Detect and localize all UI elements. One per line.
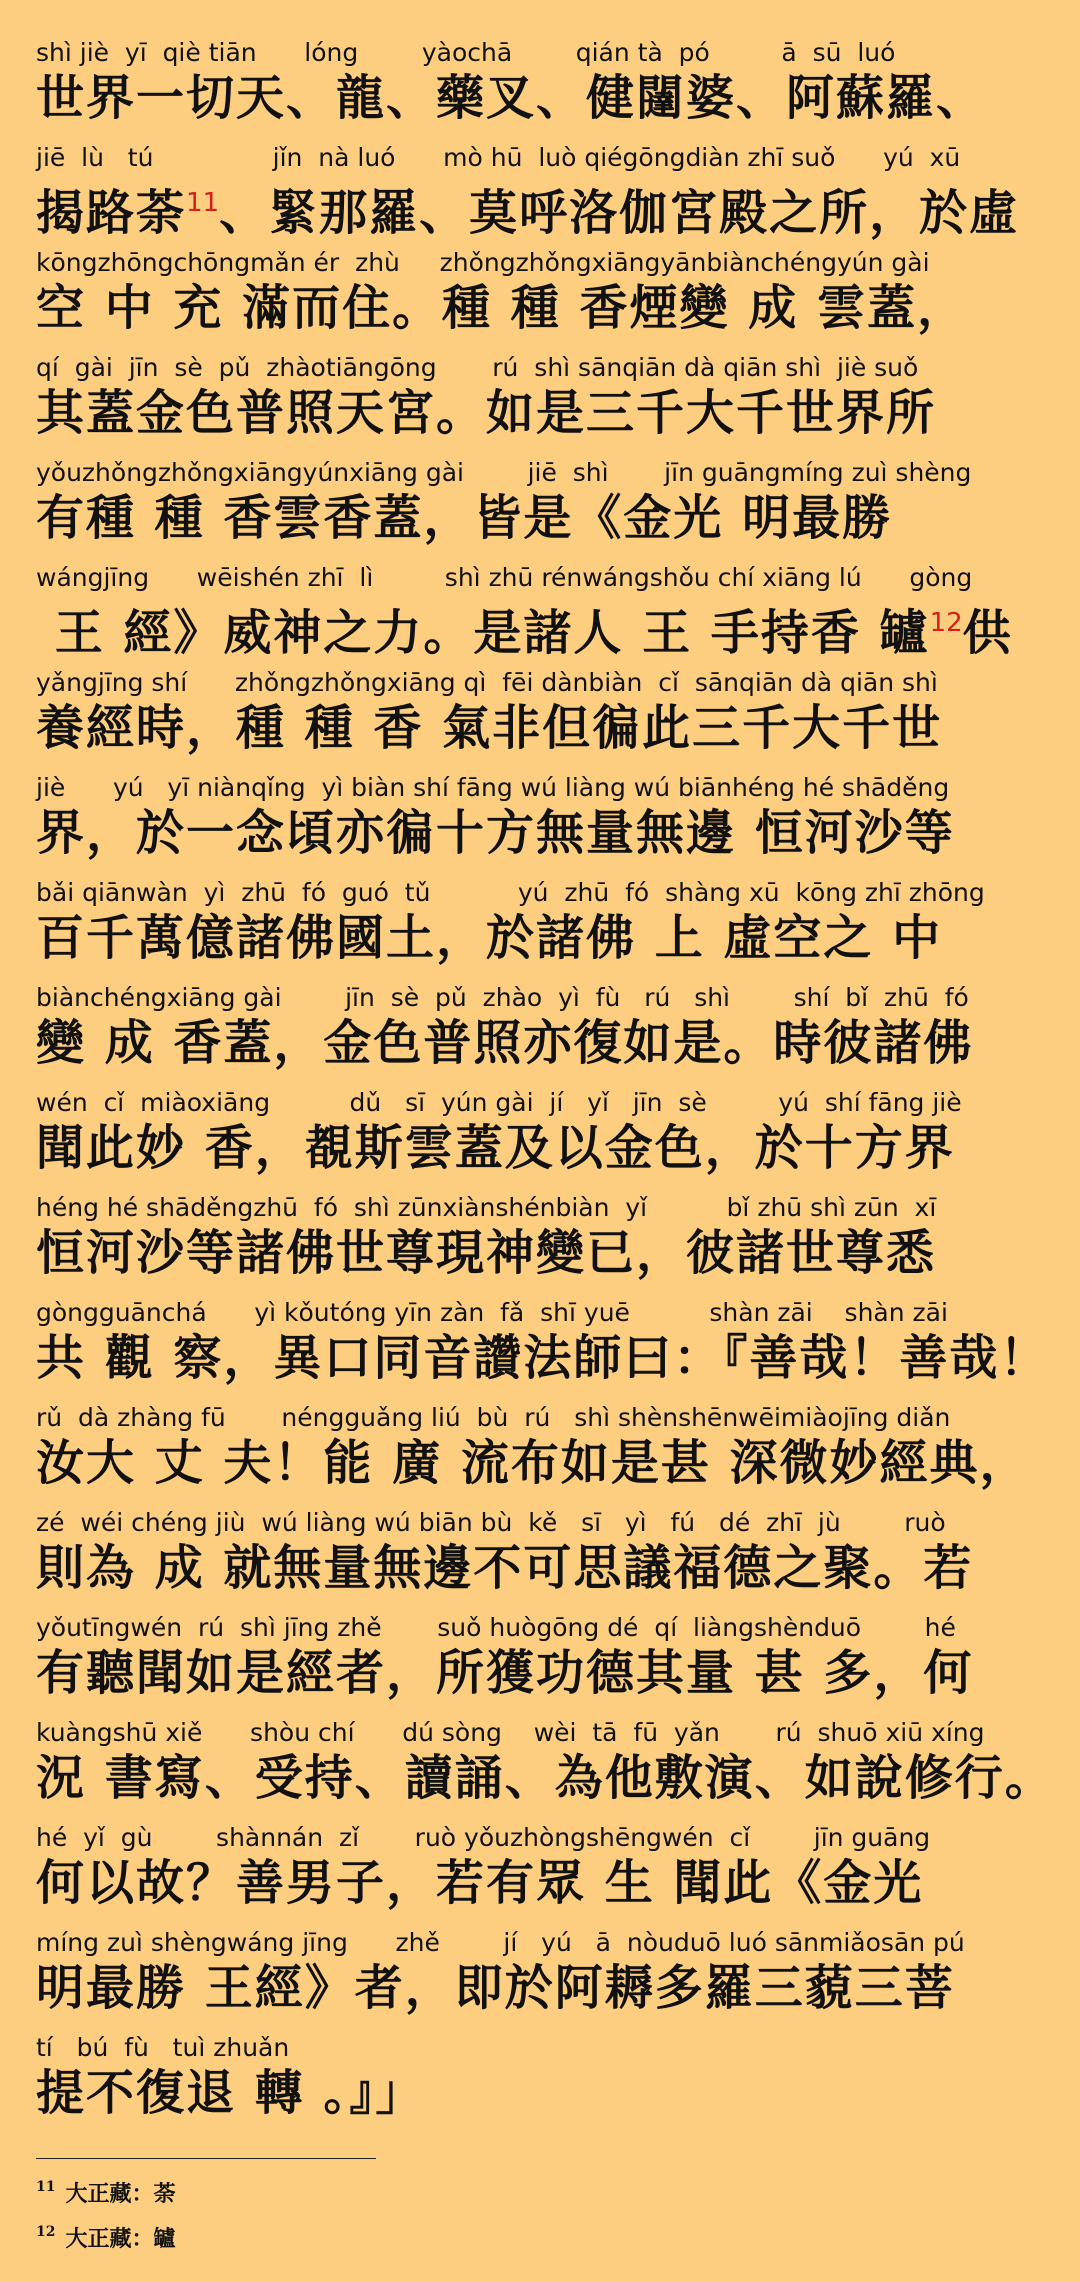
hanzi-line: 養經時，種 種 香 氣非但徧此三千大千世 (36, 700, 943, 756)
pinyin-line: qí gài jīn sè pǔ zhàotiāngōng rú shì sānqiān dà qiān shì jiè suǒ (36, 353, 919, 382)
text-line (36, 1718, 1055, 1823)
pinyin-line: yǎngjīng shí zhǒngzhǒngxiāng qì fēi dànbiàn cǐ sānqiān dà qiān shì (36, 668, 938, 697)
text-line (36, 2033, 1046, 2138)
text-line (36, 1403, 1046, 1508)
text-line (36, 1298, 1050, 1403)
footnotes (36, 2168, 176, 2258)
hanzi-line: 何以故？善男子，若有眾 生 聞此《金光 (36, 1855, 924, 1911)
hanzi-line: 有種 種 香雲香蓋，皆是《金光 明最勝 (36, 490, 893, 546)
pinyin-line: rǔ dà zhàng fū néngguǎng liú bù rú shì shènshēnwēimiàojīng diǎn (36, 1403, 951, 1432)
hanzi-line (36, 173, 1046, 241)
text-line (36, 1613, 1046, 1718)
text-line (36, 143, 1046, 248)
hanzi-line: 共 觀 察，異口同音讚法師曰：『善哉！善哉！ (36, 1330, 1050, 1386)
pinyin-line: wángjīng wēishén zhī lì shì zhū rénwángshǒu chí xiāng lú gòng (36, 563, 973, 592)
hanzi-segment: 王 經》威神之力。是諸人 王 手持香 罏 (36, 605, 930, 661)
footnote (36, 2213, 176, 2258)
pinyin-line: héng hé shāděngzhū fó shì zūnxiànshénbiàn yǐ bǐ zhū shì zūn xī (36, 1193, 937, 1222)
pinyin-line: kōngzhōngchōngmǎn ér zhù zhǒngzhǒngxiāngyānbiànchéngyún gài (36, 248, 930, 277)
footnote-text: 大正藏：荼 (65, 2181, 176, 2207)
hanzi-line: 其蓋金色普照天宮。如是三千大千世界所 (36, 385, 937, 441)
footnote-number: 11 (36, 2179, 56, 2195)
pinyin-line: jiè yú yī niànqǐng yì biàn shí fāng wú liàng wú biānhéng hé shāděng (36, 773, 950, 802)
text-line (36, 248, 1046, 353)
pinyin-line: shì jiè yī qiè tiān lóng yàochā qián tà pó ā sū luó (36, 38, 896, 67)
hanzi-line: 百千萬億諸佛國土，於諸佛 上 虛空之 中 (36, 910, 943, 966)
text-line (36, 1928, 1046, 2033)
hanzi-line (36, 593, 1046, 661)
footnote-divider (36, 2158, 376, 2159)
hanzi-line: 世界一切天、龍、藥叉、健闥婆、阿蘇羅、 (36, 70, 987, 126)
hanzi-line: 明最勝 王經》者，即於阿耨多羅三藐三菩 (36, 1960, 955, 2016)
scripture-text (36, 38, 1055, 2138)
text-line (36, 878, 1046, 983)
pinyin-line: wén cǐ miàoxiāng dǔ sī yún gài jí yǐ jīn sè yú shí fāng jiè (36, 1088, 962, 1117)
hanzi-segment: 揭路荼 (36, 185, 187, 241)
pinyin-line: hé yǐ gù shànnán zǐ ruò yǒuzhòngshēngwén cǐ jīn guāng (36, 1823, 931, 1852)
text-line (36, 1088, 1046, 1193)
pinyin-line: gòngguānchá yì kǒutóng yīn zàn fǎ shī yuē shàn zāi shàn zāi (36, 1298, 948, 1327)
footnote-ref[interactable]: 12 (929, 608, 963, 638)
hanzi-line: 汝大 丈 夫！能 廣 流布如是甚 深微妙經典， (36, 1435, 1030, 1491)
pinyin-line: jiē lù tú jǐn nà luó mò hū luò qiégōngdiàn zhī suǒ yú xū (36, 143, 961, 172)
hanzi-line: 則為 成 就無量無邊不可思議福德之聚。若 (36, 1540, 974, 1596)
hanzi-line: 提不復退 轉 。』」 (36, 2065, 426, 2121)
hanzi-line: 變 成 香蓋，金色普照亦復如是。時彼諸佛 (36, 1015, 974, 1071)
hanzi-line: 況 書寫、受持、讀誦、為他敷演、如說修行。 (36, 1750, 1055, 1806)
text-line (36, 458, 1046, 563)
text-line (36, 353, 1046, 458)
pinyin-line: yǒutīngwén rú shì jīng zhě suǒ huògōng dé qí liàngshènduō hé (36, 1613, 956, 1642)
text-line (36, 668, 1046, 773)
footnote (36, 2168, 176, 2213)
footnote-ref[interactable]: 11 (186, 188, 220, 218)
footnote-number: 12 (36, 2224, 56, 2240)
pinyin-line: míng zuì shèngwáng jīng zhě jí yú ā nòuduō luó sānmiǎosān pú (36, 1928, 965, 1957)
pinyin-line: bǎi qiānwàn yì zhū fó guó tǔ yú zhū fó shàng xū kōng zhī zhōng (36, 878, 985, 907)
text-line (36, 1193, 1046, 1298)
text-line (36, 1823, 1046, 1928)
text-line (36, 563, 1046, 668)
pinyin-line: biànchéngxiāng gài jīn sè pǔ zhào yì fù rú shì shí bǐ zhū fó (36, 983, 969, 1012)
hanzi-line: 空 中 充 滿而住。種 種 香煙變 成 雲蓋， (36, 280, 967, 336)
footnote-text: 大正藏：罏 (65, 2226, 176, 2252)
hanzi-line: 有聽聞如是經者，所獲功德其量 甚 多，何 (36, 1645, 974, 1701)
hanzi-line: 聞此妙 香，覩斯雲蓋及以金色，於十方界 (36, 1120, 955, 1176)
pinyin-line: zé wéi chéng jiù wú liàng wú biān bù kě sī yì fú dé zhī jù ruò (36, 1508, 946, 1537)
text-line (36, 1508, 1046, 1613)
pinyin-line: yǒuzhǒngzhǒngxiāngyúnxiāng gài jiē shì jīn guāngmíng zuì shèng (36, 458, 972, 487)
pinyin-line: kuàngshū xiě shòu chí dú sòng wèi tā fū yǎn rú shuō xiū xíng (36, 1718, 985, 1747)
hanzi-segment: 供 (962, 605, 1013, 661)
pinyin-line: tí bú fù tuì zhuǎn (36, 2033, 290, 2062)
text-line (36, 773, 1046, 878)
text-line (36, 38, 1046, 143)
text-line (36, 983, 1046, 1088)
hanzi-line: 恒河沙等諸佛世尊現神變已，彼諸世尊悉 (36, 1225, 937, 1281)
hanzi-line: 界，於一念頃亦徧十方無量無邊 恒河沙等 (36, 805, 955, 861)
hanzi-segment: 、緊那羅、莫呼洛伽宮殿之所，於虛 (219, 185, 1020, 241)
